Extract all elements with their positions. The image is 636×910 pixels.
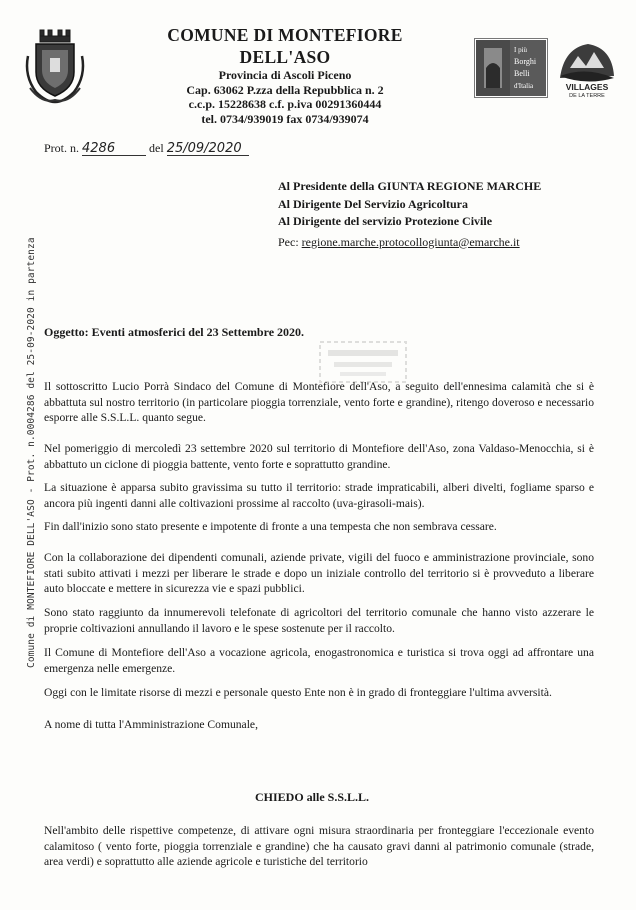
body-paragraph-2: Nel pomeriggio di mercoledì 23 settembre 2020 sul territorio di Montefiore dell'Aso, zona Valdaso-Menocchia, si è abbattuto un ciclone di pioggia battente, vento forte e soprattutto grandine. [44,442,594,471]
pec-email-link[interactable]: regione.marche.protocollogiunta@emarche.it [301,234,520,249]
borghi-line-4: d'Italia [514,82,534,90]
body-paragraph-5: Con la collaborazione dei dipendenti comunali, aziende private, vigili del fuoco e amministrazione provinciale, sono stati subito attivati i mezzi per liberare le strade e dopo un iniziale controllo del territorio si è provveduto a liberare auto bloccate e mettere in sicurezza vie e spazi pubblici. [44,551,594,595]
request-heading: CHIEDO alle S.S.L.L. [255,790,370,804]
pec-line [278,234,541,252]
body-paragraph-4: Fin dall'inizio sono stato presente e impotente di fronte a una tempesta che non sembrava cessare. [44,520,497,533]
villages-line-1: VILLAGES [565,82,609,92]
protocol-number: 4286 [82,142,146,156]
header-line-tax: c.c.p. 15228638 c.f. p.iva 00291360444 [188,97,382,111]
borghi-line-3: Belli [514,69,530,78]
protocol-side-stamp: Comune di MONTEFIORE DELL'ASO - Prot. n.0004286 del 25-09-2020 in partenza [26,237,37,668]
borghi-line-2: Borghi [514,57,537,66]
request-paragraph: Nell'ambito delle rispettive competenze, di attivare ogni misura straordinaria per fronteggiare l'eccezionale evento calamitoso ( vento forte, pioggia torrenziale e grandine) che ha causato gravi danni al patrimonio comunale (strade, area verdi) e soprattutto alle aziende agricole e turistiche del territorio [44,824,594,868]
body-paragraph-6: Sono stato raggiunto da innumerevoli telefonate di agricoltori del territorio comunale che hanno visto azzerare le proprie coltivazioni annullando il lavoro e le spese sostenute per il raccolto. [44,606,594,635]
header-line-address: Cap. 63062 P.zza della Repubblica n. 2 [186,82,384,97]
header-line-phone: tel. 0734/939019 fax 0734/939074 [201,111,369,126]
addressee-block [278,178,541,251]
villages-line-2: DE LA TERRE [569,93,605,98]
borghi-line-1: I più [514,46,528,54]
addressee-agriculture: Al Dirigente Del Servizio Agricoltura [278,196,468,211]
letterhead [120,24,450,126]
pec-label: Pec: [278,234,302,249]
closing-line: A nome di tutta l'Amministrazione Comunale, [44,718,258,731]
protocol-label: Prot. n. [44,141,80,155]
municipality-title: COMUNE DI MONTEFIORE DELL'ASO [167,25,403,67]
body-paragraph-3: La situazione è apparsa subito gravissima su tutto il territorio: strade impraticabili, alberi divelti, fogliame sparso e ancora più ingenti danni alle coltivazioni prossime al raccolto (uva-girasoli-mais). [44,481,594,510]
protocol-date: 25/09/2020 [167,142,249,156]
faded-stamp-mark [318,340,408,384]
body-paragraph-7: Il Comune di Montefiore dell'Aso a vocazione agricola, enogastronomica e turistica si trova oggi ad affrontare una emergenza nelle emergenze. [44,646,594,675]
borghi-italia-logo [474,38,548,98]
subject-line: Oggetto: Eventi atmosferici del 23 Settembre 2020. [44,325,305,339]
addressee-president: Al Presidente della GIUNTA REGIONE MARCHE [278,179,542,193]
villages-de-la-terre-logo [556,38,618,98]
body-paragraph-8: Oggi con le limitate risorse di mezzi e personale questo Ente non è in grado di fronteggiare l'ultima avversità. [44,686,552,699]
header-line-province: Provincia di Ascoli Piceno [218,68,352,82]
protocol-line [44,141,249,156]
addressee-civil-protection: Al Dirigente del servizio Protezione Civile [278,214,493,228]
protocol-del-label: del [149,141,164,155]
body-paragraph-1: Il sottoscritto Lucio Porrà Sindaco del Comune di Montefiore dell'Aso, a seguito dell'ennesima calamità che si è abbattuta sul nostro territorio (in particolare pioggia torrenziale, vento forte e grandine), ritengo doveroso e necessario esporre alle S.S.L.L. quanto segue. [44,380,594,424]
